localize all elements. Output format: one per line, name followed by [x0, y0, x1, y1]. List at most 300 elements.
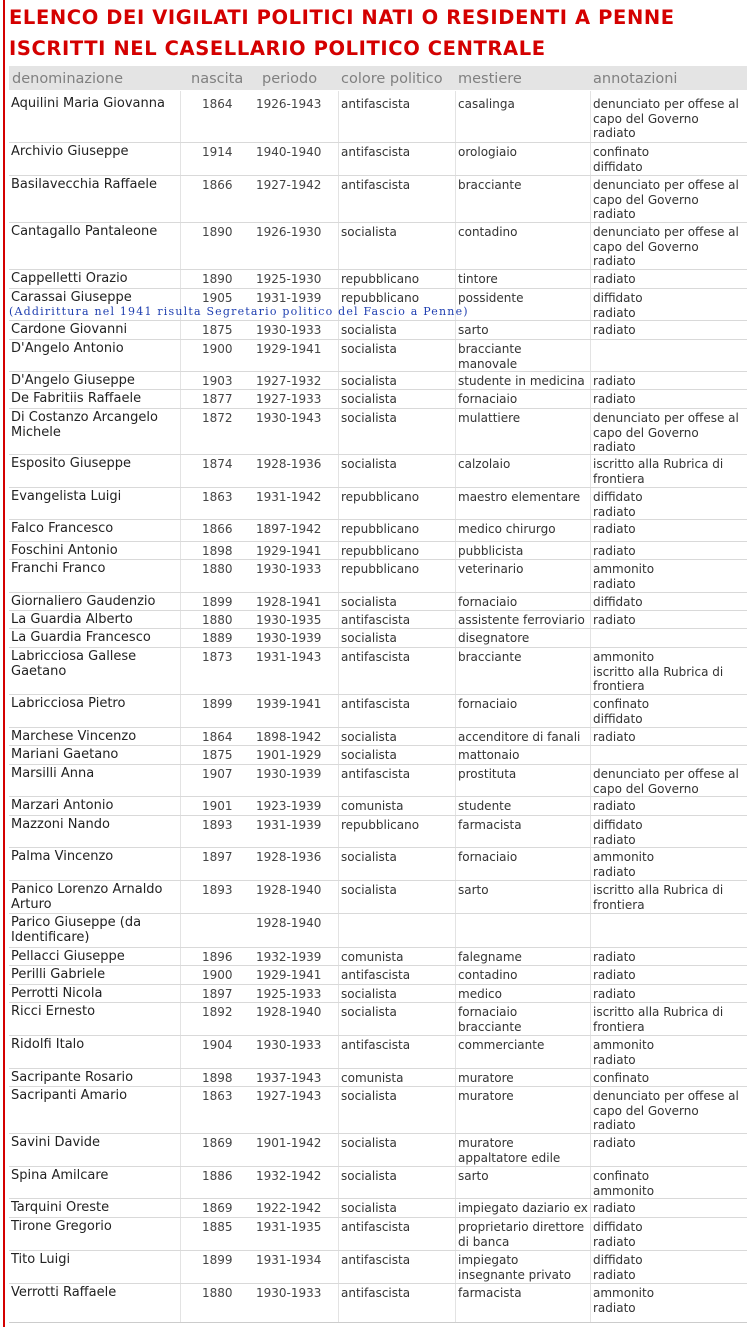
cell-notes: radiato — [593, 950, 636, 964]
cell-birth: 1880 — [202, 1286, 233, 1300]
cell-color: antifascista — [341, 178, 411, 192]
cell-job: bracciante — [458, 650, 522, 664]
cell-job: fornaciaio — [458, 595, 518, 609]
cell-name: Tirone Gregorio — [11, 1219, 112, 1234]
cell-color: socialista — [341, 411, 397, 425]
cell-color: socialista — [341, 342, 397, 356]
cell-birth: 1900 — [202, 968, 233, 982]
row-separator — [9, 454, 747, 455]
cell-job: muratore — [458, 1089, 514, 1103]
cell-job: calzolaio — [458, 457, 511, 471]
cell-period: 1939-1941 — [256, 697, 322, 711]
row-separator — [9, 796, 747, 797]
row-separator — [9, 628, 747, 629]
cell-notes: confinato diffidato — [593, 145, 650, 174]
page-title-line-1: ELENCO DEI VIGILATI POLITICI NATI O RESIDENTI A PENNE — [9, 6, 675, 29]
cell-birth: 1875 — [202, 748, 233, 762]
cell-notes: radiato — [593, 544, 636, 558]
cell-notes: diffidato radiato — [593, 1220, 643, 1249]
cell-period: 1926-1930 — [256, 225, 322, 239]
header-annotazioni: annotazioni — [593, 71, 678, 87]
cell-color: socialista — [341, 730, 397, 744]
cell-color: antifascista — [341, 613, 411, 627]
cell-color: socialista — [341, 987, 397, 1001]
cell-birth: 1897 — [202, 987, 233, 1001]
cell-birth: 1890 — [202, 272, 233, 286]
cell-period: 1928-1941 — [256, 595, 322, 609]
row-separator — [9, 913, 747, 914]
cell-birth: 1893 — [202, 883, 233, 897]
cell-period: 1926-1943 — [256, 97, 322, 111]
cell-notes: denunciato per offese al capo del Governo radiato — [593, 97, 739, 140]
cell-birth: 1869 — [202, 1201, 233, 1215]
cell-color: socialista — [341, 1201, 397, 1215]
cell-color: socialista — [341, 374, 397, 388]
cell-period: 1929-1941 — [256, 342, 322, 356]
row-separator — [9, 519, 747, 520]
cell-name: Perilli Gabriele — [11, 967, 106, 982]
cell-notes: iscritto alla Rubrica di frontiera — [593, 1005, 724, 1034]
row-separator — [9, 745, 747, 746]
cell-job: farmacista — [458, 818, 522, 832]
row-separator — [9, 694, 747, 695]
cell-name: Cappelletti Orazio — [11, 271, 128, 286]
cell-color: antifascista — [341, 1220, 411, 1234]
cell-color: socialista — [341, 323, 397, 337]
cell-name: Marsilli Anna — [11, 766, 95, 781]
row-separator — [9, 222, 747, 223]
cell-birth: 1896 — [202, 950, 233, 964]
cell-birth: 1864 — [202, 97, 233, 111]
cell-color: repubblicano — [341, 818, 420, 832]
cell-birth: 1875 — [202, 323, 233, 337]
cell-name: Cardone Giovanni — [11, 322, 128, 337]
cell-notes: ammonito radiato — [593, 1286, 655, 1315]
cell-birth: 1877 — [202, 392, 233, 406]
row-separator — [9, 1002, 747, 1003]
cell-notes: confinato diffidato — [593, 697, 650, 726]
cell-notes: iscritto alla Rubrica di frontiera — [593, 883, 724, 912]
cell-notes: denunciato per offese al capo del Governo radiato — [593, 411, 739, 454]
cell-name: Parico Giuseppe (da Identificare) — [11, 915, 142, 945]
cell-color: socialista — [341, 457, 397, 471]
row-separator — [9, 142, 747, 143]
cell-period: 1928-1940 — [256, 883, 322, 897]
cell-period: 1929-1941 — [256, 544, 322, 558]
cell-name: D'Angelo Giuseppe — [11, 373, 135, 388]
cell-period: 1931-1935 — [256, 1220, 322, 1234]
cell-birth: 1880 — [202, 562, 233, 576]
cell-birth: 1866 — [202, 522, 233, 536]
cell-period: 1928-1940 — [256, 1005, 322, 1019]
cell-color: antifascista — [341, 767, 411, 781]
cell-notes: ammonito radiato — [593, 850, 655, 879]
cell-period: 1931-1942 — [256, 490, 322, 504]
column-divider — [590, 91, 591, 1323]
cell-period: 1930-1943 — [256, 411, 322, 425]
row-separator — [9, 1068, 747, 1069]
cell-job: medico chirurgo — [458, 522, 556, 536]
row-separator — [9, 610, 747, 611]
cell-color: repubblicano — [341, 490, 420, 504]
row-separator — [9, 647, 747, 648]
cell-color: socialista — [341, 392, 397, 406]
cell-notes: radiato — [593, 968, 636, 982]
cell-job: contadino — [458, 225, 518, 239]
cell-notes: diffidato radiato — [593, 1253, 643, 1282]
cell-name: De Fabritiis Raffaele — [11, 391, 142, 406]
cell-birth: 1864 — [202, 730, 233, 744]
cell-birth: 1892 — [202, 1005, 233, 1019]
cell-birth: 1890 — [202, 225, 233, 239]
cell-period: 1931-1939 — [256, 291, 322, 305]
cell-period: 1928-1940 — [256, 916, 322, 930]
cell-color: repubblicano — [341, 562, 420, 576]
page-title-line-2: ISCRITTI NEL CASELLARIO POLITICO CENTRALE — [9, 37, 546, 60]
cell-period: 1901-1942 — [256, 1136, 322, 1150]
cell-period: 1927-1933 — [256, 392, 322, 406]
cell-name: Marzari Antonio — [11, 798, 114, 813]
cell-name: Falco Francesco — [11, 521, 114, 536]
cell-period: 1930-1933 — [256, 1038, 322, 1052]
cell-job: assistente ferroviario — [458, 613, 585, 627]
cell-job: commerciante — [458, 1038, 545, 1052]
row-separator — [9, 727, 747, 728]
cell-color: antifascista — [341, 145, 411, 159]
cell-job: maestro elementare — [458, 490, 581, 504]
cell-birth: 1899 — [202, 595, 233, 609]
cell-color: socialista — [341, 1169, 397, 1183]
cell-birth: 1907 — [202, 767, 233, 781]
header-mestiere: mestiere — [458, 71, 522, 87]
cell-period: 1928-1936 — [256, 850, 322, 864]
cell-birth: 1899 — [202, 697, 233, 711]
cell-period: 1928-1936 — [256, 457, 322, 471]
cell-color: antifascista — [341, 1286, 411, 1300]
cell-birth: 1880 — [202, 613, 233, 627]
row-separator — [9, 1250, 747, 1251]
cell-notes: ammonito radiato — [593, 1038, 655, 1067]
cell-name: Labricciosa Pietro — [11, 696, 126, 711]
row-separator — [9, 1283, 747, 1284]
cell-birth: 1900 — [202, 342, 233, 356]
cell-color: socialista — [341, 850, 397, 864]
cell-notes: radiato — [593, 1201, 636, 1215]
cell-period: 1931-1939 — [256, 818, 322, 832]
row-separator — [9, 1086, 747, 1087]
cell-name: Archivio Giuseppe — [11, 144, 129, 159]
cell-notes: diffidato — [593, 595, 643, 609]
cell-birth: 1898 — [202, 544, 233, 558]
cell-job: fornaciaio — [458, 392, 518, 406]
cell-job: muratore — [458, 1071, 514, 1085]
row-separator — [9, 339, 747, 340]
row-separator — [9, 764, 747, 765]
cell-period: 1923-1939 — [256, 799, 322, 813]
cell-birth: 1866 — [202, 178, 233, 192]
cell-color: repubblicano — [341, 272, 420, 286]
cell-period: 1931-1943 — [256, 650, 322, 664]
cell-period: 1930-1935 — [256, 613, 322, 627]
cell-period: 1925-1930 — [256, 272, 322, 286]
cell-birth: 1901 — [202, 799, 233, 813]
cell-job: casalinga — [458, 97, 515, 111]
row-separator — [9, 1198, 747, 1199]
cell-name: Mazzoni Nando — [11, 817, 110, 832]
column-divider — [338, 91, 339, 1323]
cell-name: Di Costanzo Arcangelo Michele — [11, 410, 158, 440]
cell-name: Ricci Ernesto — [11, 1004, 96, 1019]
cell-color: comunista — [341, 950, 404, 964]
cell-job: mattonaio — [458, 748, 520, 762]
cell-notes: radiato — [593, 987, 636, 1001]
cell-name: Verrotti Raffaele — [11, 1285, 117, 1300]
cell-birth: 1893 — [202, 818, 233, 832]
cell-color: antifascista — [341, 1038, 411, 1052]
cell-notes: confinato — [593, 1071, 650, 1085]
cell-job: veterinario — [458, 562, 524, 576]
cell-birth: 1874 — [202, 457, 233, 471]
cell-color: socialista — [341, 748, 397, 762]
cell-job: impiegato daziario ex — [458, 1201, 588, 1215]
cell-name: Panico Lorenzo Arnaldo Arturo — [11, 882, 163, 912]
cell-period: 1940-1940 — [256, 145, 322, 159]
cell-color: repubblicano — [341, 291, 420, 305]
cell-job: bracciante — [458, 178, 522, 192]
cell-notes: radiato — [593, 522, 636, 536]
cell-birth: 1885 — [202, 1220, 233, 1234]
cell-color: socialista — [341, 883, 397, 897]
cell-job: possidente — [458, 291, 524, 305]
cell-birth: 1863 — [202, 1089, 233, 1103]
cell-name: La Guardia Alberto — [11, 612, 133, 627]
cell-birth: 1872 — [202, 411, 233, 425]
cell-name: Esposito Giuseppe — [11, 456, 131, 471]
cell-notes: ammonito iscritto alla Rubrica di frontiera — [593, 650, 724, 693]
cell-period: 1931-1934 — [256, 1253, 322, 1267]
cell-period: 1922-1942 — [256, 1201, 322, 1215]
cell-name: La Guardia Francesco — [11, 630, 151, 645]
cell-job: farmacista — [458, 1286, 522, 1300]
cell-job: studente — [458, 799, 512, 813]
cell-job: prostituta — [458, 767, 517, 781]
cell-job: fornaciaio bracciante — [458, 1005, 522, 1034]
cell-period: 1897-1942 — [256, 522, 322, 536]
cell-job: sarto — [458, 1169, 489, 1183]
row-separator — [9, 965, 747, 966]
cell-job: medico — [458, 987, 502, 1001]
cell-birth: 1869 — [202, 1136, 233, 1150]
cell-color: socialista — [341, 225, 397, 239]
annotation-note: (Addirittura nel 1941 risulta Segretario politico del Fascio a Penne) — [9, 305, 469, 318]
cell-notes: radiato — [593, 730, 636, 744]
cell-job: orologiaio — [458, 145, 518, 159]
cell-color: antifascista — [341, 968, 411, 982]
cell-birth: 1903 — [202, 374, 233, 388]
row-separator — [9, 541, 747, 542]
cell-color: antifascista — [341, 697, 411, 711]
cell-name: Aquilini Maria Giovanna — [11, 96, 165, 111]
cell-name: Savini Davide — [11, 1135, 101, 1150]
cell-color: socialista — [341, 1136, 397, 1150]
cell-birth: 1863 — [202, 490, 233, 504]
column-divider — [455, 91, 456, 1323]
cell-birth: 1873 — [202, 650, 233, 664]
row-separator — [9, 1035, 747, 1036]
cell-birth: 1898 — [202, 1071, 233, 1085]
cell-name: Evangelista Luigi — [11, 489, 122, 504]
cell-notes: diffidato radiato — [593, 490, 643, 519]
cell-job: falegname — [458, 950, 522, 964]
cell-name: Carassai Giuseppe — [11, 290, 132, 305]
cell-period: 1898-1942 — [256, 730, 322, 744]
cell-name: Marchese Vincenzo — [11, 729, 137, 744]
cell-name: D'Angelo Antonio — [11, 341, 124, 356]
table-bottom-line — [9, 1322, 747, 1323]
cell-job: tintore — [458, 272, 498, 286]
row-separator — [9, 984, 747, 985]
cell-color: comunista — [341, 799, 404, 813]
cell-name: Spina Amilcare — [11, 1168, 109, 1183]
row-separator — [9, 1133, 747, 1134]
cell-color: repubblicano — [341, 522, 420, 536]
header-periodo: periodo — [262, 71, 318, 87]
cell-job: bracciante manovale — [458, 342, 522, 371]
cell-name: Sacripante Rosario — [11, 1070, 134, 1085]
cell-period: 1930-1933 — [256, 323, 322, 337]
cell-period: 1927-1943 — [256, 1089, 322, 1103]
cell-period: 1932-1939 — [256, 950, 322, 964]
cell-name: Tito Luigi — [11, 1252, 71, 1267]
cell-birth: 1889 — [202, 631, 233, 645]
cell-period: 1901-1929 — [256, 748, 322, 762]
row-separator — [9, 389, 747, 390]
row-separator — [9, 288, 747, 289]
cell-period: 1929-1941 — [256, 968, 322, 982]
cell-notes: radiato — [593, 613, 636, 627]
row-separator — [9, 320, 747, 321]
row-separator — [9, 559, 747, 560]
row-separator — [9, 947, 747, 948]
cell-notes: radiato — [593, 323, 636, 337]
cell-job: proprietario direttore di banca — [458, 1220, 585, 1249]
cell-name: Foschini Antonio — [11, 543, 118, 558]
cell-notes: radiato — [593, 272, 636, 286]
cell-notes: denunciato per offese al capo del Governo radiato — [593, 178, 739, 221]
cell-job: studente in medicina — [458, 374, 585, 388]
cell-name: Sacripanti Amario — [11, 1088, 128, 1103]
cell-color: antifascista — [341, 650, 411, 664]
cell-notes: diffidato radiato — [593, 291, 643, 320]
row-separator — [9, 847, 747, 848]
cell-period: 1932-1942 — [256, 1169, 322, 1183]
cell-name: Pellacci Giuseppe — [11, 949, 125, 964]
cell-birth: 1904 — [202, 1038, 233, 1052]
row-separator — [9, 1166, 747, 1167]
cell-birth: 1905 — [202, 291, 233, 305]
cell-period: 1927-1942 — [256, 178, 322, 192]
left-border-line — [3, 0, 5, 1327]
cell-color: repubblicano — [341, 544, 420, 558]
cell-name: Perrotti Nicola — [11, 986, 103, 1001]
row-separator — [9, 815, 747, 816]
cell-name: Ridolfi Italo — [11, 1037, 85, 1052]
row-separator — [9, 269, 747, 270]
cell-color: socialista — [341, 595, 397, 609]
cell-period: 1930-1939 — [256, 631, 322, 645]
row-separator — [9, 880, 747, 881]
cell-name: Cantagallo Pantaleone — [11, 224, 158, 239]
row-separator — [9, 487, 747, 488]
row-separator — [9, 592, 747, 593]
cell-job: disegnatore — [458, 631, 530, 645]
cell-birth: 1899 — [202, 1253, 233, 1267]
cell-job: impiegato insegnante privato — [458, 1253, 572, 1282]
cell-color: comunista — [341, 1071, 404, 1085]
cell-job: muratore appaltatore edile — [458, 1136, 561, 1165]
cell-name: Mariani Gaetano — [11, 747, 119, 762]
cell-notes: iscritto alla Rubrica di frontiera — [593, 457, 724, 486]
cell-notes: radiato — [593, 1136, 636, 1150]
cell-color: antifascista — [341, 97, 411, 111]
cell-name: Basilavecchia Raffaele — [11, 177, 158, 192]
cell-color: socialista — [341, 1005, 397, 1019]
cell-job: sarto — [458, 323, 489, 337]
cell-name: Palma Vincenzo — [11, 849, 114, 864]
row-separator — [9, 371, 747, 372]
cell-color: socialista — [341, 1089, 397, 1103]
header-colore-politico: colore politico — [341, 71, 443, 87]
cell-color: socialista — [341, 631, 397, 645]
cell-color: antifascista — [341, 1253, 411, 1267]
cell-name: Franchi Franco — [11, 561, 106, 576]
cell-notes: denunciato per offese al capo del Governo radiato — [593, 1089, 739, 1132]
cell-birth: 1914 — [202, 145, 233, 159]
cell-notes: ammonito radiato — [593, 562, 655, 591]
cell-job: fornaciaio — [458, 697, 518, 711]
row-separator — [9, 175, 747, 176]
cell-period: 1930-1939 — [256, 767, 322, 781]
cell-job: mulattiere — [458, 411, 521, 425]
cell-birth: 1897 — [202, 850, 233, 864]
cell-notes: denunciato per offese al capo del Governo radiato — [593, 225, 739, 268]
cell-notes: diffidato radiato — [593, 818, 643, 847]
cell-period: 1937-1943 — [256, 1071, 322, 1085]
cell-notes: confinato ammonito — [593, 1169, 655, 1198]
cell-notes: radiato — [593, 374, 636, 388]
cell-period: 1927-1932 — [256, 374, 322, 388]
cell-job: accenditore di fanali — [458, 730, 581, 744]
cell-job: pubblicista — [458, 544, 524, 558]
cell-notes: radiato — [593, 392, 636, 406]
row-separator — [9, 408, 747, 409]
cell-notes: radiato — [593, 799, 636, 813]
cell-period: 1925-1933 — [256, 987, 322, 1001]
row-separator — [9, 1217, 747, 1218]
cell-notes: denunciato per offese al capo del Governo — [593, 767, 739, 796]
cell-birth: 1886 — [202, 1169, 233, 1183]
cell-job: contadino — [458, 968, 518, 982]
cell-period: 1930-1933 — [256, 1286, 322, 1300]
cell-name: Giornaliero Gaudenzio — [11, 594, 156, 609]
header-denominazione: denominazione — [12, 71, 124, 87]
cell-period: 1930-1933 — [256, 562, 322, 576]
cell-name: Tarquini Oreste — [11, 1200, 110, 1215]
cell-job: sarto — [458, 883, 489, 897]
cell-name: Labricciosa Gallese Gaetano — [11, 649, 137, 679]
header-nascita: nascita — [191, 71, 244, 87]
cell-job: fornaciaio — [458, 850, 518, 864]
